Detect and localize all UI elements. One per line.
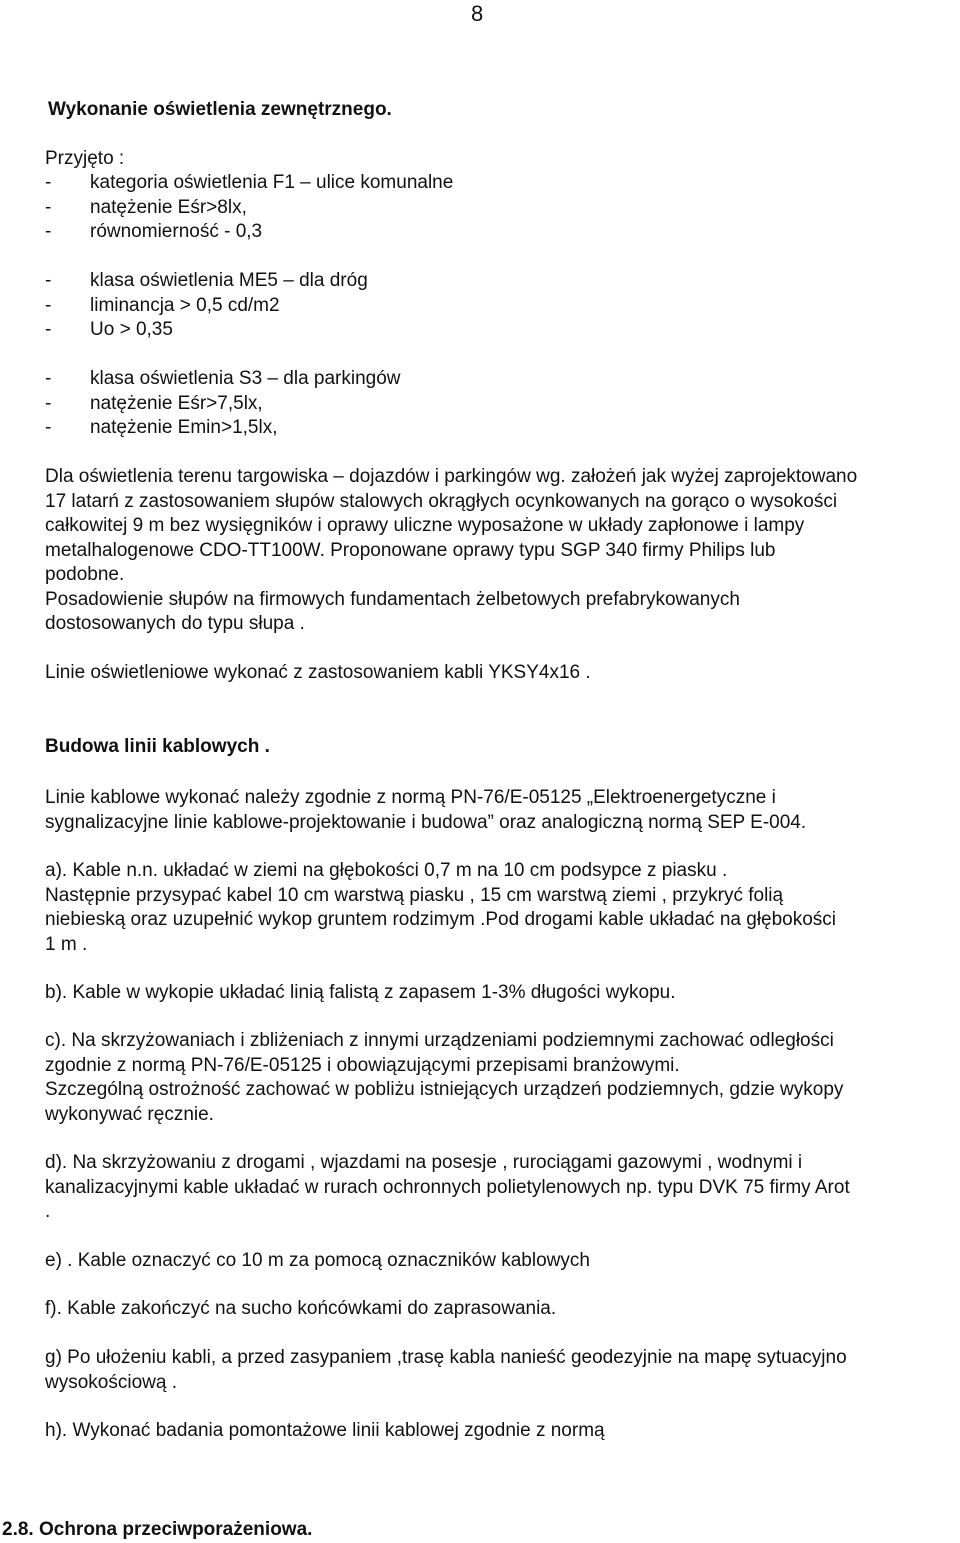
text-line: 17 latarń z zastosowaniem słupów stalowych okrągłych ocynkowanych na gorąco o wysokości <box>45 490 838 512</box>
list-item-text: natężenie Eśr>7,5lx, <box>90 392 263 414</box>
text-line: zgodnie z normą PN-76/E-05125 i obowiązującymi przepisami branżowymi. <box>45 1054 680 1076</box>
item-a <box>45 859 957 957</box>
criteria-list-f1 <box>45 171 957 245</box>
list-item-text: klasa oświetlenia S3 – dla parkingów <box>90 368 401 389</box>
list-item <box>45 220 957 245</box>
dash-marker: - <box>45 270 52 291</box>
text-line: niebieską oraz uzupełnić wykop gruntem rodzimym .Pod drogami kable układać na głębokości <box>45 909 837 930</box>
item-f <box>45 1297 957 1322</box>
list-item-text: liminancja > 0,5 cd/m2 <box>90 294 280 316</box>
dash-marker: - <box>45 368 52 389</box>
text-line: h). Wykonać badania pomontażowe linii kablowej zgodnie z normą <box>45 1420 605 1441</box>
list-item-text: klasa oświetlenia ME5 – dla dróg <box>90 270 368 291</box>
item-h <box>45 1419 957 1444</box>
item-e <box>45 1249 957 1274</box>
list-item-text: kategoria oświetlenia F1 – ulice komunalne <box>90 172 454 193</box>
dash-marker: - <box>45 417 52 438</box>
list-item <box>45 318 957 343</box>
text-line: c). Na skrzyżowaniach i zbliżeniach z innymi urządzeniami podziemnymi zachować odległości <box>45 1030 834 1051</box>
text-line: Szczególną ostrożność zachować w pobliżu istniejących urządzeń podziemnych, gdzie wykopy <box>45 1079 844 1100</box>
section2-title: Budowa linii kablowych . <box>45 736 270 757</box>
paragraph-norm <box>45 786 957 835</box>
text-line: a). Kable n.n. układać w ziemi na głębokości 0,7 m na 10 cm podsypce z piasku . <box>45 860 728 881</box>
text-line: Dla oświetlenia terenu targowiska – dojazdów i parkingów wg. założeń jak wyżej zaprojektowano <box>45 466 858 487</box>
text-line: podobne. <box>45 564 125 585</box>
dash-marker: - <box>45 392 52 414</box>
criteria-list-s3 <box>45 367 957 441</box>
list-item <box>45 294 957 319</box>
section-title: Wykonanie oświetlenia zewnętrznego. <box>48 99 392 120</box>
list-item-text: natężenie Eśr>8lx, <box>90 196 247 218</box>
text-line: Linie kablowe wykonać należy zgodnie z normą PN-76/E-05125 „Elektroenergetyczne i <box>45 787 776 808</box>
text-line: g) Po ułożeniu kabli, a przed zasypaniem ,trasę kabla nanieść geodezyjnie na mapę sytuacyjno <box>45 1347 847 1368</box>
text-line: Posadowienie słupów na firmowych fundamentach żelbetowych prefabrykowanych <box>45 588 740 610</box>
list-item-text: Uo > 0,35 <box>90 319 173 340</box>
dash-marker: - <box>45 294 52 316</box>
list-item-text: natężenie Emin>1,5lx, <box>90 417 278 438</box>
paragraph-cables: Linie oświetleniowe wykonać z zastosowaniem kabli YKSY4x16 . <box>45 662 591 683</box>
text-line: wysokościową . <box>45 1371 177 1393</box>
text-line: b). Kable w wykopie układać linią falistą z zapasem 1-3% długości wykopu. <box>45 982 676 1003</box>
text-line: Następnie przysypać kabel 10 cm warstwą piasku , 15 cm warstwą ziemi , przykryć folią <box>45 884 784 906</box>
criteria-list-me5 <box>45 269 957 343</box>
list-item <box>45 171 957 196</box>
text-line: 1 m . <box>45 933 88 955</box>
item-c <box>45 1029 957 1127</box>
item-g <box>45 1346 957 1395</box>
paragraph-lighting <box>45 465 957 637</box>
text-line: kanalizacyjnymi kable układać w rurach ochronnych polietylenowych np. typu DVK 75 firmy Arot <box>45 1176 850 1198</box>
dash-marker: - <box>45 196 52 218</box>
text-line: f). Kable zakończyć na sucho końcówkami do zaprasowania. <box>45 1298 557 1319</box>
list-item <box>45 367 957 392</box>
text-line: dostosowanych do typu słupa . <box>45 613 305 634</box>
text-line: metalhalogenowe CDO-TT100W. Proponowane oprawy typu SGP 340 firmy Philips lub <box>45 539 776 561</box>
list-item <box>45 416 957 441</box>
text-line: wykonywać ręcznie. <box>45 1103 214 1125</box>
item-b <box>45 981 957 1006</box>
list-item <box>45 269 957 294</box>
item-d <box>45 1151 957 1225</box>
text-line: całkowitej 9 m bez wysięgników i oprawy uliczne wyposażone w układy zapłonowe i lampy <box>45 515 805 536</box>
text-line: sygnalizacyjne linie kablowe-projektowanie i budowa” oraz analogiczną normą SEP E-004. <box>45 811 807 833</box>
next-section-title: 2.8. Ochrona przeciwporażeniowa. <box>2 1519 313 1540</box>
dash-marker: - <box>45 172 52 193</box>
list-item-text: równomierność - 0,3 <box>90 221 263 242</box>
text-line: e) . Kable oznaczyć co 10 m za pomocą oznaczników kablowych <box>45 1250 590 1271</box>
list-item <box>45 392 957 417</box>
list-item <box>45 196 957 221</box>
text-line: . <box>45 1201 51 1222</box>
dash-marker: - <box>45 319 52 340</box>
page-number: 8 <box>471 1 484 26</box>
text-line: d). Na skrzyżowaniu z drogami , wjazdami na posesje , rurociągami gazowymi , wodnymi i <box>45 1152 803 1173</box>
dash-marker: - <box>45 221 52 242</box>
accepted-label: Przyjęto : <box>45 148 125 169</box>
